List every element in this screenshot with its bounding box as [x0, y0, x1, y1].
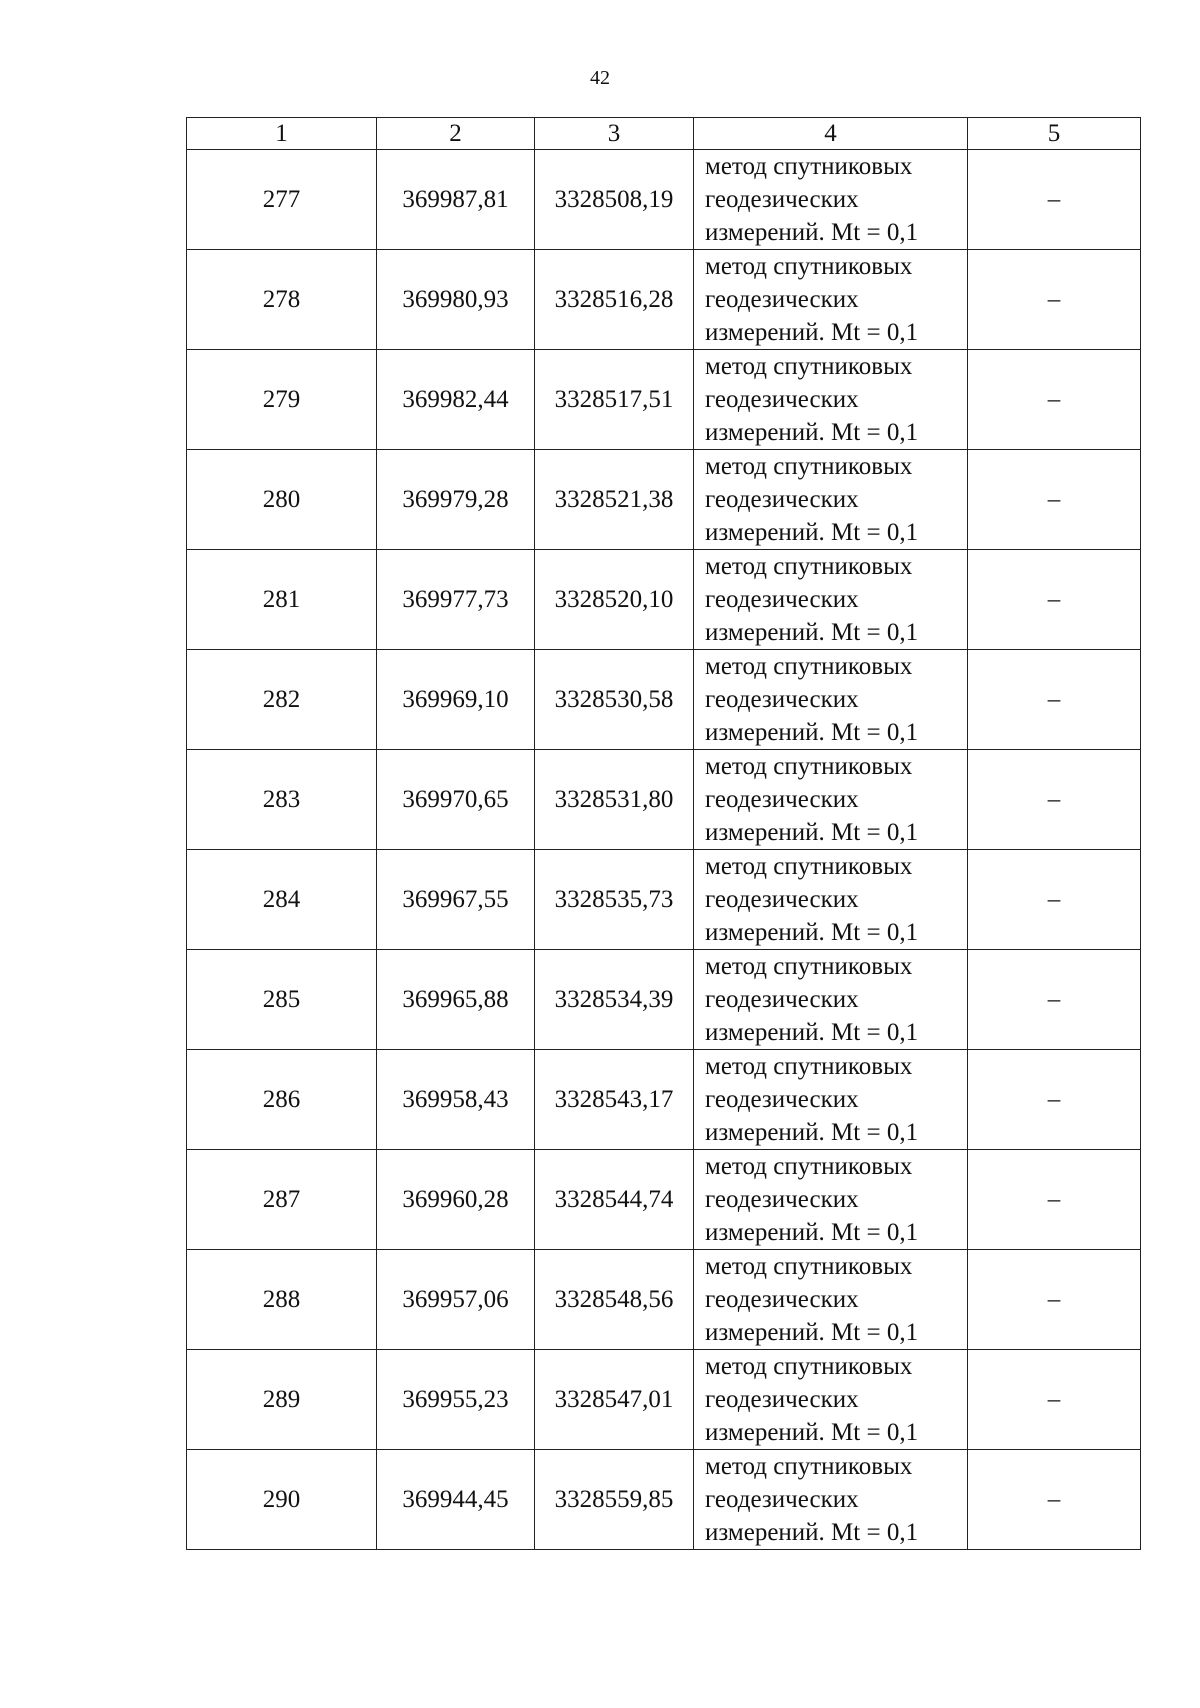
method-cell	[694, 1050, 968, 1150]
method-line: измерений. Mt = 0,1	[705, 219, 919, 246]
table-row	[187, 950, 1141, 1050]
y-coordinate-cell: 3328530,58	[535, 650, 694, 750]
method-cell	[694, 350, 968, 450]
method-cell	[694, 1350, 968, 1450]
method-line: геодезических	[705, 1286, 859, 1313]
table-row	[187, 850, 1141, 950]
note-cell: –	[968, 250, 1141, 350]
method-line: измерений. Mt = 0,1	[705, 519, 919, 546]
x-coordinate-cell: 369960,28	[377, 1150, 535, 1250]
x-coordinate-cell: 369944,45	[377, 1450, 535, 1550]
point-number-cell: 288	[187, 1250, 377, 1350]
note-cell: –	[968, 1250, 1141, 1350]
x-coordinate-cell: 369967,55	[377, 850, 535, 950]
point-number-cell: 286	[187, 1050, 377, 1150]
note-cell: –	[968, 750, 1141, 850]
point-number-cell: 278	[187, 250, 377, 350]
table-row	[187, 150, 1141, 250]
y-coordinate-cell: 3328559,85	[535, 1450, 694, 1550]
point-number-cell: 284	[187, 850, 377, 950]
x-coordinate-cell: 369969,10	[377, 650, 535, 750]
method-cell	[694, 1150, 968, 1250]
point-number-cell: 281	[187, 550, 377, 650]
method-line: метод спутниковых	[705, 253, 913, 280]
y-coordinate-cell: 3328517,51	[535, 350, 694, 450]
note-cell: –	[968, 850, 1141, 950]
point-number-cell: 289	[187, 1350, 377, 1450]
table-row	[187, 450, 1141, 550]
note-cell: –	[968, 350, 1141, 450]
note-cell: –	[968, 550, 1141, 650]
method-line: измерений. Mt = 0,1	[705, 319, 919, 346]
method-line: метод спутниковых	[705, 1053, 913, 1080]
table-row	[187, 750, 1141, 850]
table-row	[187, 650, 1141, 750]
point-number-cell: 283	[187, 750, 377, 850]
method-line: геодезических	[705, 1486, 859, 1513]
method-cell	[694, 250, 968, 350]
x-coordinate-cell: 369980,93	[377, 250, 535, 350]
x-coordinate-cell: 369965,88	[377, 950, 535, 1050]
table-row	[187, 1250, 1141, 1350]
x-coordinate-cell: 369987,81	[377, 150, 535, 250]
note-cell: –	[968, 1350, 1141, 1450]
table-row	[187, 350, 1141, 450]
table-row	[187, 1450, 1141, 1550]
method-line: геодезических	[705, 286, 859, 313]
y-coordinate-cell: 3328521,38	[535, 450, 694, 550]
x-coordinate-cell: 369979,28	[377, 450, 535, 550]
method-line: метод спутниковых	[705, 953, 913, 980]
method-line: метод спутниковых	[705, 853, 913, 880]
method-cell	[694, 1450, 968, 1550]
table-row	[187, 1150, 1141, 1250]
point-number-cell: 290	[187, 1450, 377, 1550]
page-number: 42	[590, 67, 610, 89]
method-line: метод спутниковых	[705, 553, 913, 580]
y-coordinate-cell: 3328531,80	[535, 750, 694, 850]
method-line: метод спутниковых	[705, 1253, 913, 1280]
method-line: метод спутниковых	[705, 353, 913, 380]
method-line: метод спутниковых	[705, 753, 913, 780]
method-line: метод спутниковых	[705, 1453, 913, 1480]
method-line: геодезических	[705, 686, 859, 713]
method-line: геодезических	[705, 786, 859, 813]
note-cell: –	[968, 1050, 1141, 1150]
y-coordinate-cell: 3328520,10	[535, 550, 694, 650]
y-coordinate-cell: 3328508,19	[535, 150, 694, 250]
method-line: метод спутниковых	[705, 1153, 913, 1180]
method-line: геодезических	[705, 586, 859, 613]
table-header	[187, 118, 1141, 150]
y-coordinate-cell: 3328543,17	[535, 1050, 694, 1150]
table-row	[187, 1050, 1141, 1150]
point-number-cell: 280	[187, 450, 377, 550]
x-coordinate-cell: 369957,06	[377, 1250, 535, 1350]
note-cell: –	[968, 450, 1141, 550]
method-cell	[694, 750, 968, 850]
x-coordinate-cell: 369955,23	[377, 1350, 535, 1450]
method-line: геодезических	[705, 1086, 859, 1113]
method-line: геодезических	[705, 186, 859, 213]
table-row	[187, 250, 1141, 350]
method-line: измерений. Mt = 0,1	[705, 1519, 919, 1546]
method-cell	[694, 550, 968, 650]
method-line: метод спутниковых	[705, 1353, 913, 1380]
method-cell	[694, 950, 968, 1050]
method-line: измерений. Mt = 0,1	[705, 1119, 919, 1146]
note-cell: –	[968, 150, 1141, 250]
method-line: измерений. Mt = 0,1	[705, 719, 919, 746]
y-coordinate-cell: 3328548,56	[535, 1250, 694, 1350]
point-number-cell: 285	[187, 950, 377, 1050]
method-line: измерений. Mt = 0,1	[705, 1419, 919, 1446]
method-line: измерений. Mt = 0,1	[705, 819, 919, 846]
method-line: измерений. Mt = 0,1	[705, 1319, 919, 1346]
method-line: геодезических	[705, 486, 859, 513]
method-line: геодезических	[705, 386, 859, 413]
column-header-2: 2	[377, 118, 535, 150]
table-row	[187, 1350, 1141, 1450]
note-cell: –	[968, 950, 1141, 1050]
point-number-cell: 282	[187, 650, 377, 750]
method-line: метод спутниковых	[705, 653, 913, 680]
point-number-cell: 277	[187, 150, 377, 250]
y-coordinate-cell: 3328544,74	[535, 1150, 694, 1250]
method-cell	[694, 850, 968, 950]
method-line: измерений. Mt = 0,1	[705, 919, 919, 946]
y-coordinate-cell: 3328534,39	[535, 950, 694, 1050]
coordinates-table	[186, 117, 1141, 1550]
point-number-cell: 287	[187, 1150, 377, 1250]
method-cell	[694, 450, 968, 550]
x-coordinate-cell: 369970,65	[377, 750, 535, 850]
method-line: геодезических	[705, 886, 859, 913]
y-coordinate-cell: 3328547,01	[535, 1350, 694, 1450]
point-number-cell: 279	[187, 350, 377, 450]
note-cell: –	[968, 1450, 1141, 1550]
method-line: геодезических	[705, 1386, 859, 1413]
column-header-1: 1	[187, 118, 377, 150]
column-header-4: 4	[694, 118, 968, 150]
method-line: измерений. Mt = 0,1	[705, 619, 919, 646]
method-line: метод спутниковых	[705, 153, 913, 180]
x-coordinate-cell: 369977,73	[377, 550, 535, 650]
note-cell: –	[968, 650, 1141, 750]
method-cell	[694, 650, 968, 750]
x-coordinate-cell: 369958,43	[377, 1050, 535, 1150]
method-line: измерений. Mt = 0,1	[705, 1219, 919, 1246]
table-body	[187, 150, 1141, 1550]
column-header-5: 5	[968, 118, 1141, 150]
table-row	[187, 550, 1141, 650]
header-row	[187, 118, 1141, 150]
method-cell	[694, 150, 968, 250]
y-coordinate-cell: 3328535,73	[535, 850, 694, 950]
column-header-3: 3	[535, 118, 694, 150]
note-cell: –	[968, 1150, 1141, 1250]
method-line: геодезических	[705, 1186, 859, 1213]
x-coordinate-cell: 369982,44	[377, 350, 535, 450]
method-cell	[694, 1250, 968, 1350]
method-line: метод спутниковых	[705, 453, 913, 480]
method-line: измерений. Mt = 0,1	[705, 419, 919, 446]
method-line: измерений. Mt = 0,1	[705, 1019, 919, 1046]
method-line: геодезических	[705, 986, 859, 1013]
y-coordinate-cell: 3328516,28	[535, 250, 694, 350]
